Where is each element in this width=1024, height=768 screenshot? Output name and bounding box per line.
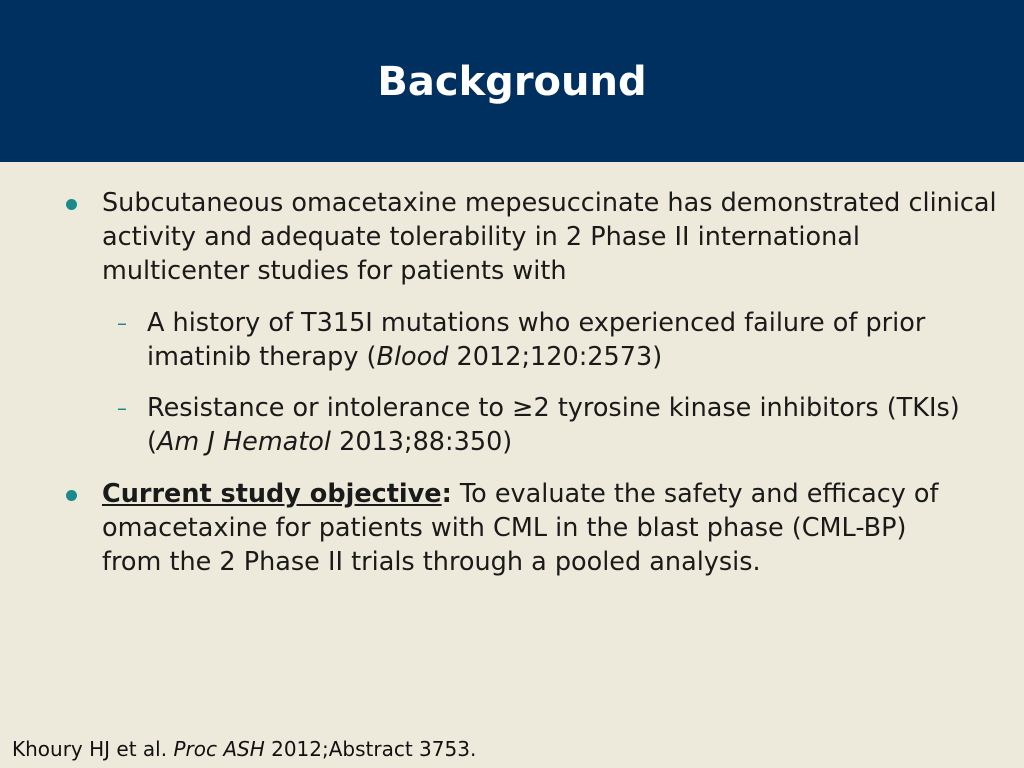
objective-label: Current study objective: [102, 479, 442, 509]
sub-bullet-text-main: Resistance or intolerance to ≥2 tyrosine kinase inhibitors (TKIs) (: [147, 393, 960, 457]
sub-bullet-text: [147, 306, 967, 374]
citation-details: 2012;120:2573): [448, 342, 663, 372]
dash-icon: –: [117, 311, 127, 335]
objective-text: To evaluate the safety and efficacy of omacetaxine for patients with CML in the blast phase (CML-BP) from the 2 Phase II trials through a pooled analysis.: [102, 479, 939, 577]
sub-bullet-text-main: A history of T315I mutations who experienced failure of prior imatinib therapy (: [147, 308, 926, 372]
footnote-authors: Khoury HJ et al.: [12, 737, 174, 761]
dash-icon: –: [117, 396, 127, 420]
journal-name: Blood: [376, 342, 449, 372]
footnote: [12, 735, 476, 763]
footnote-details: 2012;Abstract 3753.: [264, 737, 477, 761]
bullet-text: Subcutaneous omacetaxine mepesuccinate has demonstrated clinical activity and adequate tolerability in 2 Phase II international multicenter studies for patients with: [102, 188, 997, 286]
journal-name: Am J Hematol: [156, 427, 331, 457]
slide-title: Background: [377, 59, 647, 105]
objective-colon: :: [441, 479, 452, 509]
citation-details: 2013;88:350): [330, 427, 513, 457]
sub-bullet-text: [147, 391, 987, 459]
bullet-text: [102, 477, 972, 579]
bullet-dot-icon: [66, 199, 77, 210]
footnote-journal: Proc ASH: [173, 737, 265, 761]
slide-header: [0, 0, 1024, 162]
bullet-dot-icon: [66, 490, 77, 501]
